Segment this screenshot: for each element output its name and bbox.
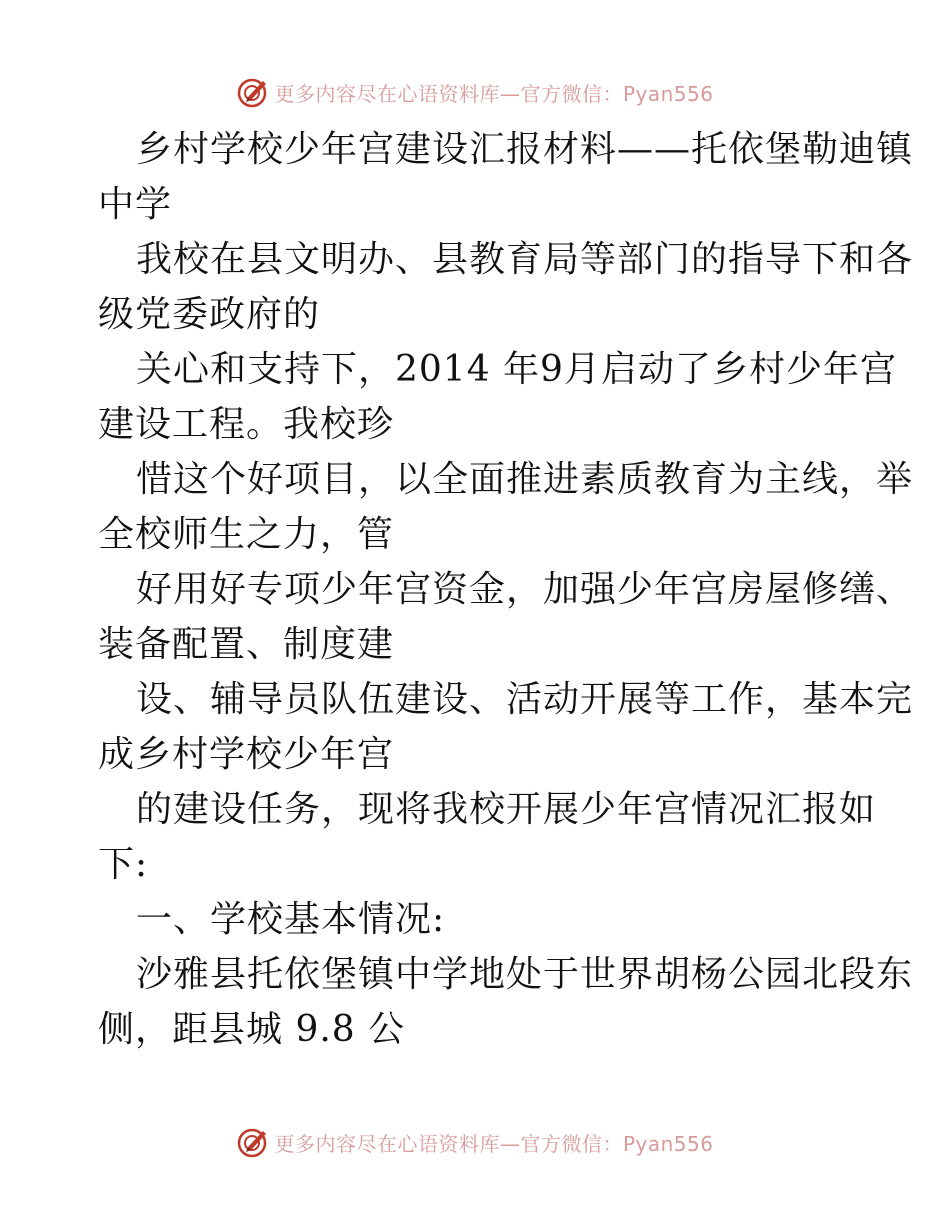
header-banner-inner [236,75,713,109]
header-banner [0,70,950,114]
header-banner-text: 更多内容尽在心语资料库—官方微信：Pyan556 [274,81,714,106]
paragraph-line: 全校师生之力，管 [98,514,395,555]
paragraph-line: 关心和支持下，2014 年9月启动了乡村少年宫 [136,349,897,390]
section-heading: 一、学校基本情况: [136,899,446,940]
paragraph-line: 建设工程。我校珍 [98,404,395,445]
footer-banner-text: 更多内容尽在心语资料库—官方微信：Pyan556 [274,1131,714,1156]
paragraph-line: 装备配置、制度建 [98,624,395,665]
paragraph-line: 惜这个好项目，以全面推进素质教育为主线，举 [136,459,914,500]
document-title-line-2: 中学 [98,184,173,225]
paragraph-line: 侧，距县城 9.8 公 [98,1009,406,1050]
paragraph-line: 我校在县文明办、县教育局等部门的指导下和各 [136,239,914,280]
circle-pen-logo-icon [236,1125,270,1159]
footer-banner-inner [236,1125,713,1159]
paragraph-line: 沙雅县托依堡镇中学地处于世界胡杨公园北段东 [136,954,914,995]
paragraph-line: 好用好专项少年宫资金，加强少年宫房屋修缮、 [136,569,914,610]
document-body [98,122,914,1057]
paragraph-line: 下: [98,844,149,885]
footer-banner [0,1120,950,1164]
paragraph-line: 级党委政府的 [98,294,321,335]
document-title-line-1: 乡村学校少年宫建设汇报材料——托依堡勒迪镇 [136,129,914,170]
paragraph-line: 成乡村学校少年宫 [98,734,395,775]
paragraph-line: 的建设任务，现将我校开展少年宫情况汇报如 [136,789,877,830]
circle-pen-logo-icon [236,75,270,109]
paragraph-line: 设、辅导员队伍建设、活动开展等工作，基本完 [136,679,914,720]
